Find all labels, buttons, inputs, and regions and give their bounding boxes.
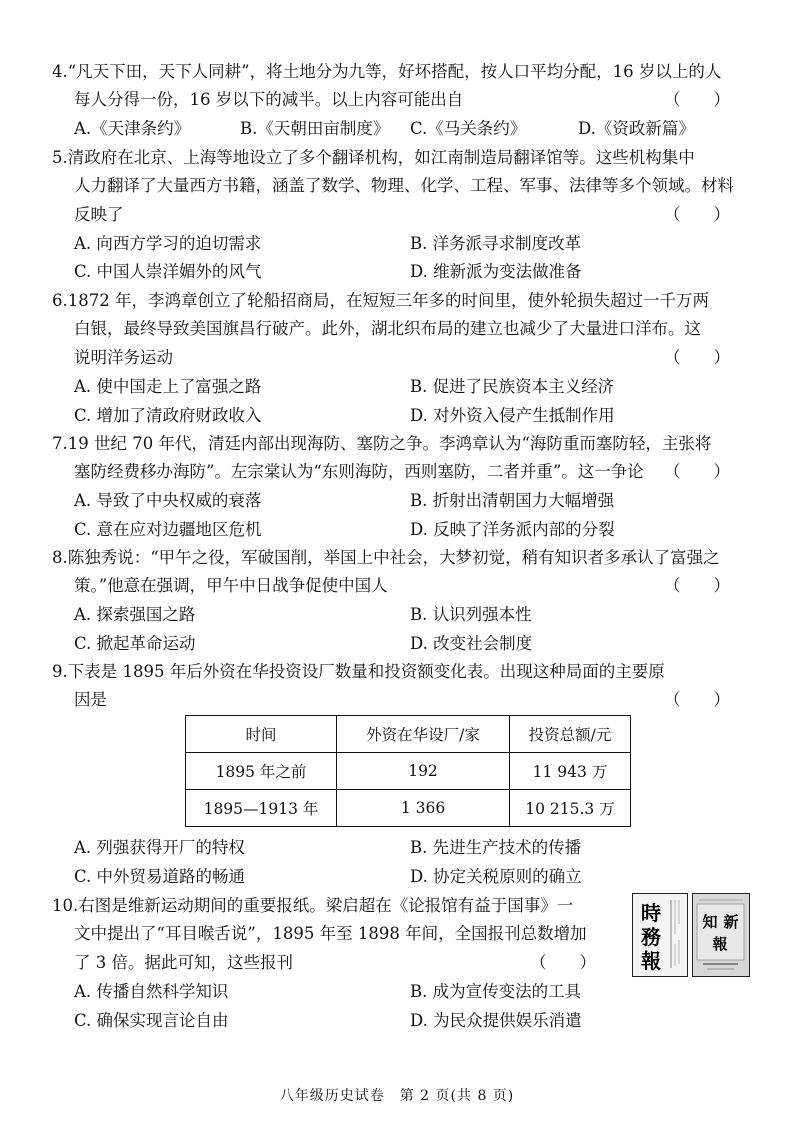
option-b: B.《天朝田亩制度》 — [240, 119, 390, 138]
question-9-line-2: 因是 — [74, 690, 107, 709]
paper1-char-1: 時 — [641, 901, 661, 925]
table-header: 投资总额/元 — [510, 716, 631, 753]
paper1-char-2: 務 — [641, 925, 661, 949]
table-header-row — [186, 716, 631, 753]
option-d: D. 改变社会制度 — [410, 634, 533, 653]
option-b: B. 促进了民族资本主义经济 — [410, 377, 615, 396]
zhixinbao-newspaper-image — [692, 893, 750, 977]
question-6-line-3: 说明洋务运动 — [74, 348, 173, 367]
option-b: B. 洋务派寻求制度改革 — [410, 234, 582, 253]
option-c: C. 增加了清政府财政收入 — [74, 406, 262, 425]
option-d: D. 协定关税原则的确立 — [410, 867, 582, 886]
question-4-line-2: 每人分得一份，16 岁以下的减半。以上内容可能出自 — [74, 90, 464, 109]
paper2-char-2: 新 — [723, 913, 739, 931]
question-9-line-1: 9.下表是 1895 年后外资在华投资设厂数量和投资额变化表。出现这种局面的主要原 — [52, 662, 665, 681]
table-header: 时间 — [186, 716, 337, 753]
table-cell: 11 943 万 — [510, 753, 631, 790]
answer-paren: （ ） — [664, 348, 730, 367]
option-a: A. 探索强国之路 — [74, 605, 196, 624]
question-10-line-1: 10.右图是维新运动期间的重要报纸。梁启超在《论报馆有益于国事》一 — [52, 896, 574, 915]
answer-paren: （ ） — [664, 90, 730, 109]
answer-paren: （ ） — [664, 690, 730, 709]
table-cell: 1895 年之前 — [186, 753, 337, 790]
answer-paren: （ ） — [664, 576, 730, 595]
option-a: A. 列强获得开厂的特权 — [74, 838, 245, 857]
option-d: D. 对外资入侵产生抵制作用 — [410, 406, 615, 425]
question-10-line-3: 了 3 倍。据此可知，这些报刊 — [74, 953, 293, 972]
question-8-line-1: 8.陈独秀说：“甲午之役，军破国削，举国上中社会，大梦初觉，稍有知识者多承认了富强之 — [52, 548, 720, 567]
table-cell: 192 — [337, 753, 510, 790]
option-d: D. 反映了洋务派内部的分裂 — [410, 520, 615, 539]
paper2-char-3: 報 — [712, 935, 728, 953]
question-8-line-2: 策。”他意在强调，甲午中日战争促使中国人 — [74, 576, 388, 595]
question-6-line-2: 白银，最终导致美国旗昌行破产。此外，湖北织布局的建立也减少了大量进口洋布。这 — [74, 319, 701, 338]
option-a: A.《天津条约》 — [74, 119, 191, 138]
question-7-line-1: 7.19 世纪 70 年代，清廷内部出现海防、塞防之争。李鸿章认为“海防重而塞防轻，主张将 — [52, 434, 712, 453]
paper1-char-3: 報 — [641, 949, 661, 973]
option-b: B. 先进生产技术的传播 — [410, 838, 582, 857]
answer-paren: （ ） — [664, 462, 730, 481]
question-10-line-2: 文中提出了“耳目喉舌说”，1895 年至 1898 年间，全国报刊总数增加 — [74, 924, 587, 943]
option-a: A. 使中国走上了富强之路 — [74, 377, 262, 396]
table-row — [186, 790, 631, 827]
question-4-line-1: 4.“凡天下田，天下人同耕”，将土地分为九等，好坏搭配，按人口平均分配，16 岁以上的人 — [52, 62, 722, 81]
question-6-line-1: 6.1872 年，李鸿章创立了轮船招商局，在短短三年多的时间里，使外轮损失超过一千万两 — [52, 291, 709, 310]
question-5-line-3: 反映了 — [74, 205, 124, 224]
paper2-char-1: 知 — [702, 913, 718, 931]
table-cell: 1 366 — [337, 790, 510, 827]
option-d: D. 维新派为变法做准备 — [410, 262, 582, 281]
answer-paren: （ ） — [530, 953, 596, 972]
option-a: A. 传播自然科学知识 — [74, 982, 229, 1001]
answer-paren: （ ） — [664, 205, 730, 224]
table-cell: 1895—1913 年 — [186, 790, 337, 827]
table-header: 外资在华设厂/家 — [337, 716, 510, 753]
option-a: A. 向西方学习的迫切需求 — [74, 234, 262, 253]
table-row — [186, 753, 631, 790]
option-b: B. 折射出清朝国力大幅增强 — [410, 491, 615, 510]
option-c: C. 中外贸易道路的畅通 — [74, 867, 246, 886]
option-c: C. 意在应对边疆地区危机 — [74, 520, 262, 539]
option-c: C. 掀起革命运动 — [74, 634, 196, 653]
option-c: C. 中国人崇洋媚外的风气 — [74, 262, 262, 281]
option-d: D.《资政新篇》 — [578, 119, 695, 138]
investment-table — [185, 715, 631, 827]
option-c: C. 确保实现言论自由 — [74, 1011, 229, 1030]
table-cell: 10 215.3 万 — [510, 790, 631, 827]
question-5-line-1: 5.清政府在北京、上海等地设立了多个翻译机构，如江南制造局翻译馆等。这些机构集中 — [52, 148, 695, 167]
shiwubao-newspaper-image — [632, 893, 688, 977]
question-7-line-2: 塞防经费移办海防”。左宗棠认为“东则海防，西则塞防，二者并重”。这一争论 — [74, 462, 644, 481]
page-footer: 八年级历史试卷 第 2 页(共 8 页) — [279, 1088, 515, 1104]
option-b: B. 成为宣传变法的工具 — [410, 982, 582, 1001]
question-5-line-2: 人力翻译了大量西方书籍，涵盖了数学、物理、化学、工程、军事、法律等多个领域。材料 — [74, 176, 734, 195]
option-b: B. 认识列强本性 — [410, 605, 532, 624]
option-c: C.《马关条约》 — [410, 119, 527, 138]
option-a: A. 导致了中央权威的衰落 — [74, 491, 262, 510]
option-d: D. 为民众提供娱乐消遣 — [410, 1011, 582, 1030]
